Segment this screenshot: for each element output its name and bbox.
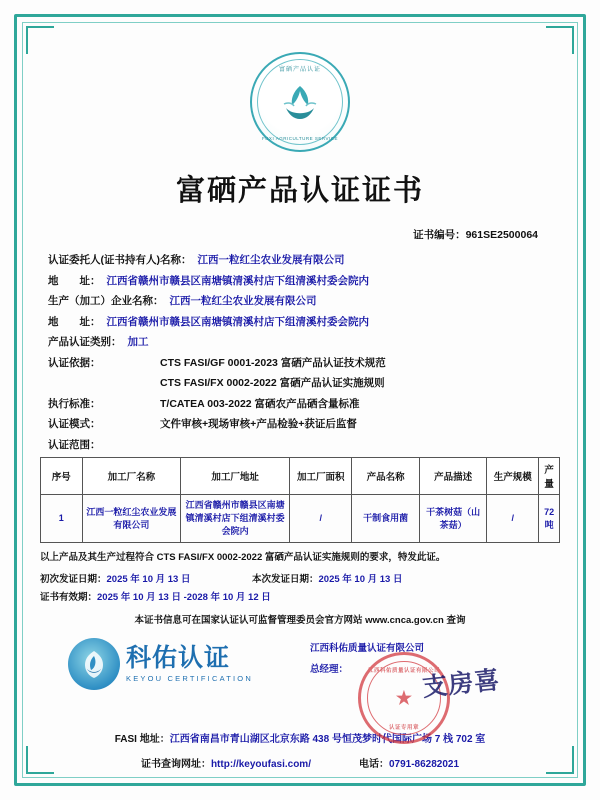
field-value: CTS FASI/FX 0002-2022 富硒产品认证实施规则: [160, 377, 385, 389]
cell-no: 1: [41, 495, 83, 543]
validity-value: 2025 年 10 月 13 日 -2028 年 10 月 12 日: [97, 592, 271, 604]
footer-phone-value: 0791-86282021: [388, 759, 460, 771]
brand-name-en: KEYOU CERTIFICATION: [126, 674, 253, 684]
field-label: 地 址：: [48, 315, 101, 328]
certification-body-logo: [40, 638, 253, 690]
field-label: 执行标准：: [48, 397, 101, 410]
first-issue-label: 初次发证日期：: [40, 574, 107, 586]
field-value: 江西省赣州市赣县区南塘镇清溪村店下组清溪村委会院内: [106, 315, 369, 328]
signature-section: [40, 638, 560, 732]
shield-leaf-icon: [68, 638, 120, 690]
field-value: 江西一粒红尘农业发展有限公司: [169, 295, 317, 307]
column-header-product-name: 产品名称: [352, 458, 419, 495]
footer-query-value[interactable]: http://keyoufasi.com/: [210, 759, 311, 771]
column-header-scale: 生产规模: [487, 458, 539, 495]
field-certification-basis: [48, 355, 560, 370]
field-certification-scope: [48, 437, 560, 452]
field-value: 江西省赣州市赣县区南塘镇清溪村店下组清溪村委会院内: [106, 274, 369, 287]
seal-top-text: 江西科佑质量认证有限公司: [367, 668, 440, 675]
conformity-statement: 以上产品及其生产过程符合 CTS FASI/FX 0002-2022 富硒产品认证实施规则的要求，特发此证。: [40, 552, 446, 564]
footer-address-row: [40, 730, 560, 745]
this-issue-label: 本次发证日期：: [252, 574, 319, 586]
fuxi-agriculture-emblem: [250, 52, 350, 152]
cell-product-description: 干茶树菇（山茶菇）: [419, 495, 486, 543]
this-issue-value: 2025 年 10 月 13 日: [318, 574, 403, 586]
first-issue-value: 2025 年 10 月 13 日: [106, 574, 191, 586]
emblem-container: [40, 52, 560, 152]
issuer-title: 总经理：: [310, 664, 349, 676]
field-label: 生产（加工）企业名称：: [48, 295, 164, 307]
certification-scope-table: [40, 457, 560, 543]
column-header-no: 序号: [41, 458, 83, 495]
first-issue-date: [40, 571, 252, 585]
brand-text: [126, 646, 253, 683]
table-row: [41, 495, 560, 543]
field-product-category: [48, 334, 560, 349]
column-header-factory: 加工厂名称: [82, 458, 181, 495]
field-value: T/CATEA 003-2022 富硒农产品硒含量标准: [160, 397, 360, 410]
page-title: 富硒产品认证证书: [175, 175, 424, 207]
column-header-area: 加工厂面积: [290, 458, 352, 495]
field-value: 江西一粒红尘农业发展有限公司: [197, 254, 345, 266]
field-entrusting-address: [48, 273, 560, 288]
footer-address-label: FASI 地址：: [114, 734, 170, 746]
footer: [40, 730, 560, 770]
field-label: 产品认证类别：: [48, 336, 122, 348]
footer-query-url[interactable]: [141, 755, 311, 770]
certificate-content: [40, 34, 560, 771]
field-label: 认证依据：: [48, 356, 101, 369]
footer-query-label: 证书查询网址：: [140, 759, 211, 771]
column-header-address: 加工厂地址: [181, 458, 290, 495]
handwritten-signature: 支房喜: [421, 667, 502, 703]
leaf-hand-icon: [278, 82, 322, 122]
field-certification-mode: [48, 416, 560, 431]
field-label: 认证模式：: [48, 418, 101, 430]
certificate-number-value: 961SE2500064: [465, 229, 538, 241]
field-value: 文件审核+现场审核+产品检验+获证后监督: [160, 418, 357, 430]
seal-bottom-text: 认证专用章: [388, 725, 419, 732]
column-header-product-description: 产品描述: [419, 458, 486, 495]
footer-phone-label: 电话：: [358, 759, 389, 771]
issuer-company: 江西科佑质量认证有限公司: [310, 643, 425, 655]
cell-factory: 江西一粒红尘农业发展有限公司: [82, 495, 181, 543]
field-producer-name: [48, 293, 560, 308]
field-standard: [48, 396, 560, 411]
issuer-signature-block: [310, 638, 560, 732]
field-value: CTS FASI/GF 0001-2023 富硒产品认证技术规范: [160, 356, 386, 369]
table-header-row: [41, 458, 560, 495]
certificate-number-line: [40, 227, 560, 242]
dates-block: [40, 571, 560, 603]
emblem-top-text: 富硒产品认证: [278, 67, 321, 73]
cell-area: /: [290, 495, 352, 543]
emblem-bottom-text: FUXI AGRICULTURE SERVICE: [261, 136, 339, 141]
verification-note: 本证书信息可在国家认证认可监督管理委员会官方网站 www.cnca.gov.cn 查询: [134, 615, 466, 627]
footer-contact-row: [40, 755, 560, 770]
seal-star-icon: ★: [395, 688, 413, 709]
cell-product-name: 干制食用菌: [352, 495, 419, 543]
issue-dates-row: [40, 571, 560, 585]
field-certification-basis-second: [48, 375, 560, 390]
cell-scale: /: [487, 495, 539, 543]
footer-phone: [359, 755, 459, 770]
field-label: 认证范围：: [48, 438, 101, 451]
field-label: 地 址：: [48, 274, 101, 287]
brand-name-cn: 科佑认证: [126, 644, 231, 672]
field-producer-address: [48, 314, 560, 329]
certificate-number-label: 证书编号：: [413, 229, 466, 241]
validity-label: 证书有效期：: [40, 592, 98, 604]
field-entrusting-party: [48, 252, 560, 267]
certificate-fields: [40, 252, 560, 452]
column-header-output: 产量: [539, 458, 560, 495]
field-label: 认证委托人(证书持有人)名称：: [48, 254, 192, 266]
validity-row: [40, 589, 560, 603]
this-issue-date: [252, 571, 402, 585]
validity-period: [40, 589, 271, 603]
footer-address-value: 江西省南昌市青山湖区北京东路 438 号恒茂梦时代国际广场 7 栈 702 室: [169, 734, 486, 746]
field-value: 加工: [127, 336, 149, 348]
cell-output: 72 吨: [539, 495, 560, 543]
cell-address: 江西省赣州市赣县区南塘镇清溪村店下组清溪村委会院内: [181, 495, 290, 543]
